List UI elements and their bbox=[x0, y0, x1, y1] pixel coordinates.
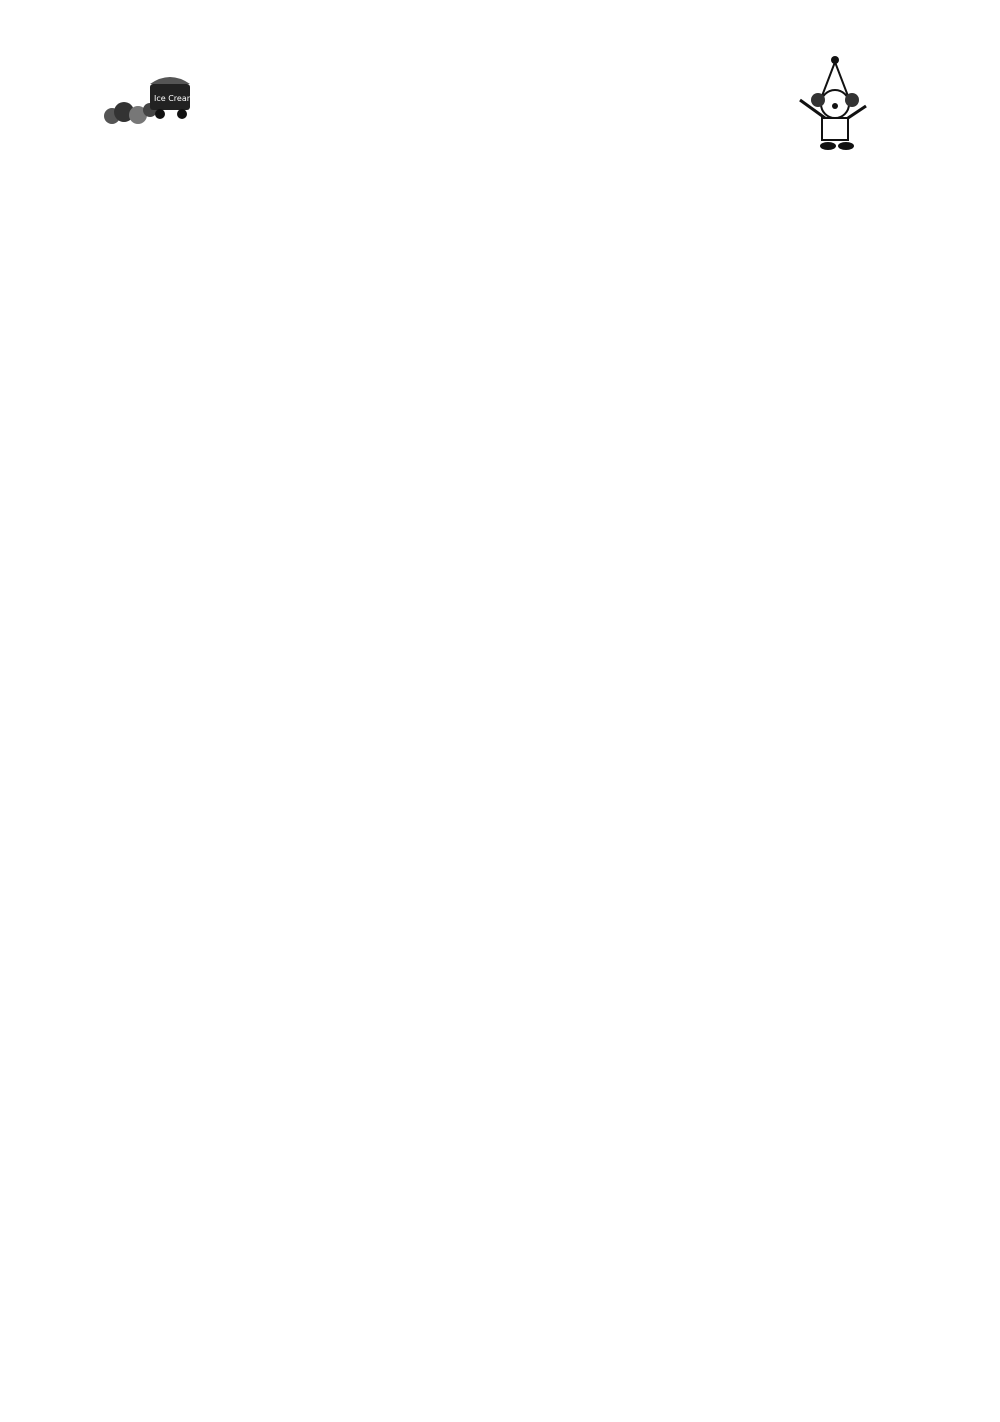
clown-illustration bbox=[800, 56, 866, 150]
watermark bbox=[840, 1335, 1000, 1415]
svg-text:Ice Cream: Ice Cream bbox=[154, 94, 195, 103]
ice-cream-cart-illustration bbox=[150, 77, 195, 119]
bushes-illustration bbox=[104, 102, 157, 124]
page-header bbox=[0, 0, 1000, 160]
header-decoration bbox=[0, 0, 1000, 160]
